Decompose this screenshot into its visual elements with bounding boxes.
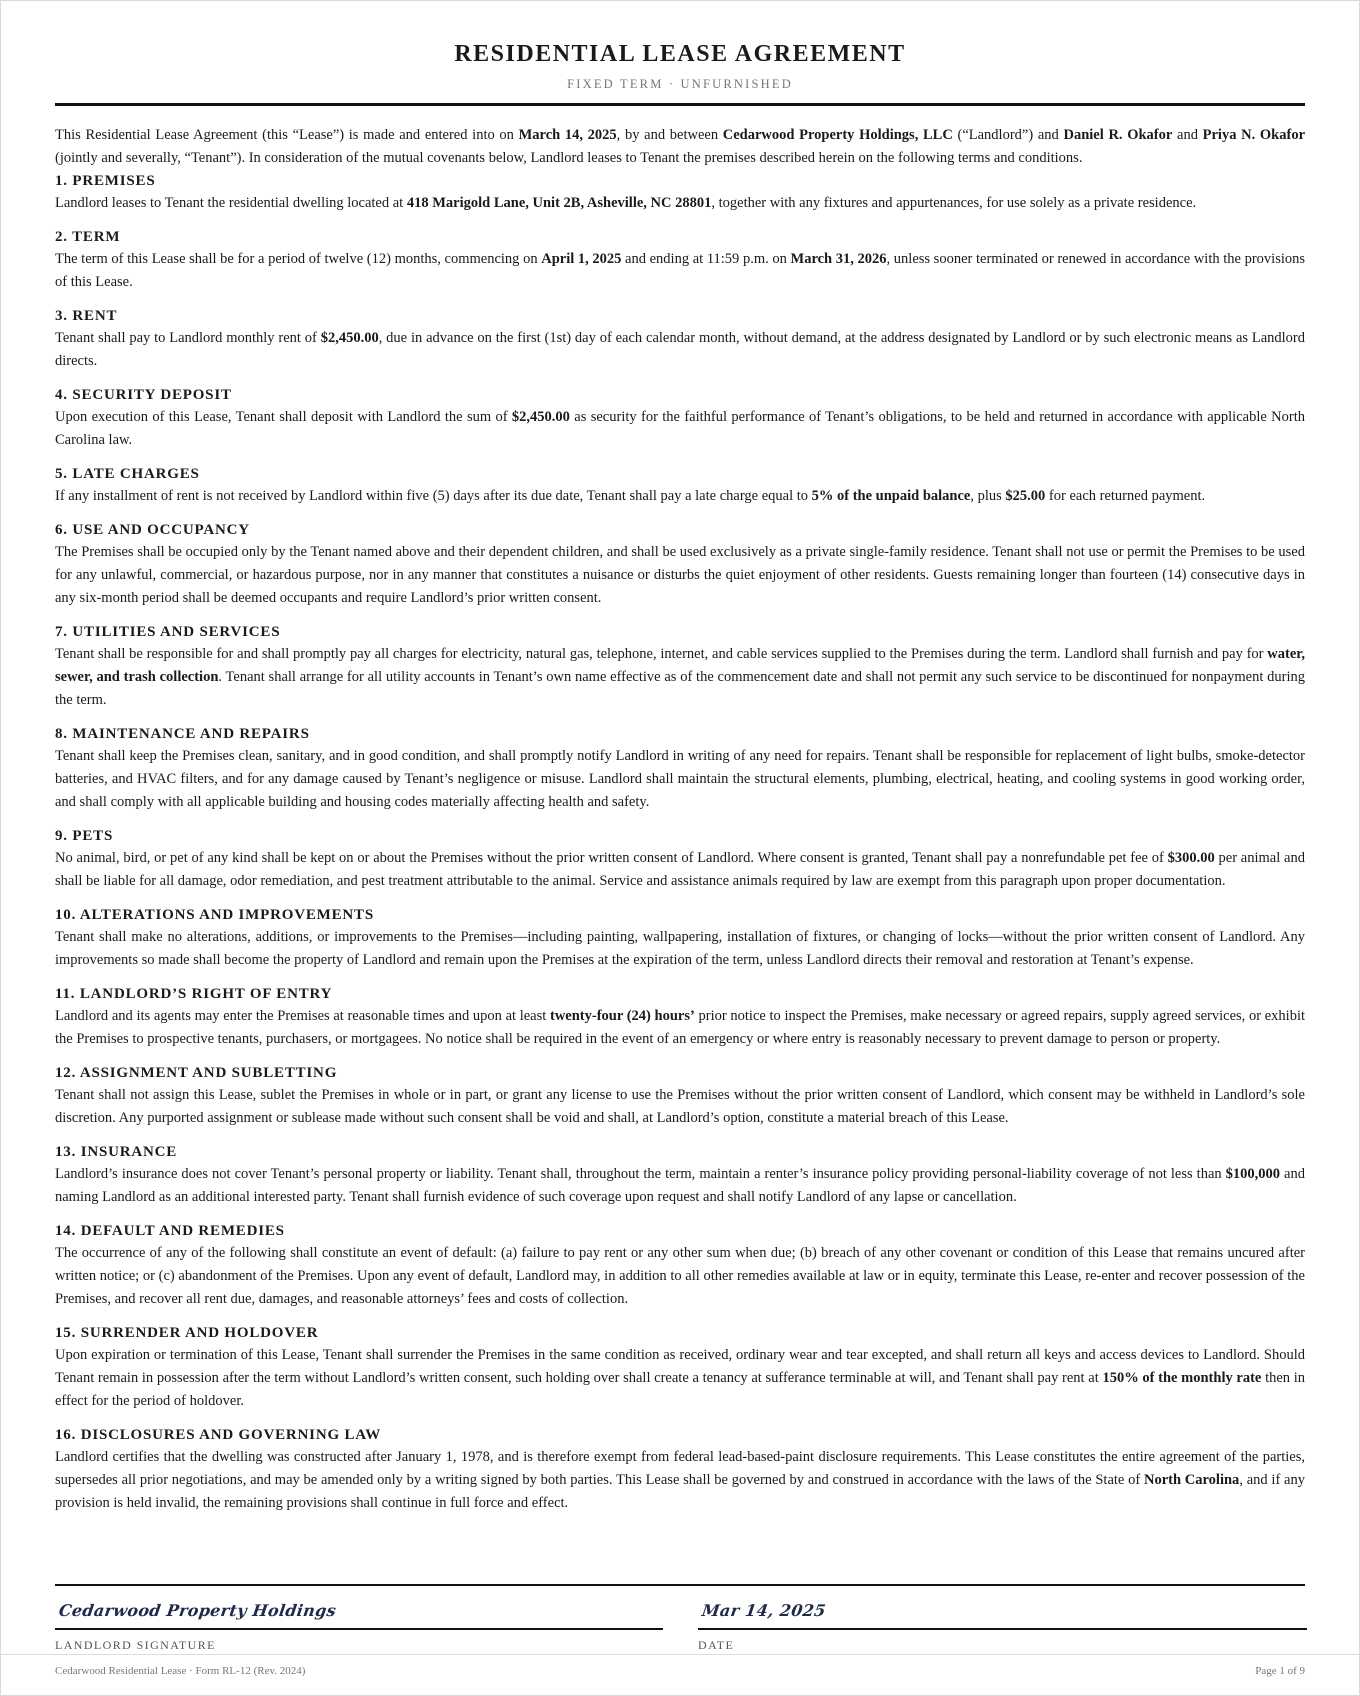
section-body: Upon execution of this Lease, Tenant shall deposit with Landlord the sum of $2,450.00 as security for the faithful performance of Tenant’s obligations, to be held and returned in accordance with applicable North Carolina law. <box>55 409 1305 448</box>
section-heading: 13. INSURANCE <box>55 1144 178 1160</box>
section-body: Landlord’s insurance does not cover Tenant’s personal property or liability. Tenant shall, throughout the term, maintain a renter’s insurance policy providing personal-liability coverage of not less than $100,000 and naming Landlord as an additional interested party. Tenant shall furnish evidence of such coverage upon request and shall notify Landlord of any lapse or cancellation. <box>55 1166 1305 1205</box>
section-body: The Premises shall be occupied only by the Tenant named above and their dependent children, and shall be used exclusively as a private single-family residence. Tenant shall not use or permit the Premises to be used for any unlawful, commercial, or hazardous purpose, nor in any manner that constitutes a nuisance or disturbs the quiet enjoyment of other residents. Guests remaining longer than fourteen (14) consecutive days in any six-month period shall be deemed occupants and require Landlord’s prior written consent. <box>55 544 1305 606</box>
intro-text: (jointly and severally, “Tenant”). In consideration of the mutual covenants below, Landlord leases to Tenant the premises described herein on the following terms and conditions. <box>55 150 1083 166</box>
section-security-deposit <box>55 384 1305 452</box>
section-body: Upon expiration or termination of this Lease, Tenant shall surrender the Premises in the same condition as received, ordinary wear and tear excepted, and shall return all keys and access devices to Landlord. Should Tenant remain in possession after the term without Landlord’s written consent, such holding over shall create a tenancy at sufferance terminable at will, and Tenant shall pay rent at 150% of the monthly rate then in effect for the period of holdover. <box>55 1347 1305 1409</box>
section-body: No animal, bird, or pet of any kind shall be kept on or about the Premises without the prior written consent of Landlord. Where consent is granted, Tenant shall pay a nonrefundable pet fee of $300.00 per animal and shall be liable for all damage, odor remediation, and pest treatment attributable to the animal. Service and assistance animals required by law are exempt from this paragraph upon proper documentation. <box>55 850 1305 889</box>
section-pets <box>55 825 1305 893</box>
lease-body <box>55 124 1305 1515</box>
section-body: Landlord and its agents may enter the Premises at reasonable times and upon at least twenty-four (24) hours’ prior notice to inspect the Premises, make necessary or agreed repairs, supply agreed services, or exhibit the Premises to prospective tenants, purchasers, or mortgagees. No notice shall be required in the event of an emergency or where entry is reasonably necessary to prevent damage to person or property. <box>55 1008 1305 1047</box>
term-start-date: April 1, 2025 <box>541 251 622 267</box>
landlord-name: Cedarwood Property Holdings, LLC <box>722 127 953 143</box>
holdover-rate: 150% of the monthly rate <box>1102 1370 1262 1386</box>
section-body: Landlord certifies that the dwelling was constructed after January 1, 1978, and is therefore exempt from federal lead-based-paint disclosure requirements. This Lease constitutes the entire agreement of the parties, supersedes all prior negotiations, and may be amended only by a writing signed by both parties. This Lease shall be governed by and construed in accordance with the laws of the State of North Carolina, and if any provision is held invalid, the remaining provisions shall continue in full force and effect. <box>55 1449 1305 1511</box>
pet-fee: $300.00 <box>1167 850 1215 866</box>
header-divider <box>55 103 1305 106</box>
page-number: Page 1 of 9 <box>1255 1665 1305 1677</box>
section-use-occupancy <box>55 519 1305 610</box>
form-identifier: Cedarwood Residential Lease · Form RL-12 (Rev. 2024) <box>55 1665 306 1677</box>
section-heading: 9. PETS <box>55 828 114 844</box>
intro-text: and <box>1172 127 1203 143</box>
monthly-rent: $2,450.00 <box>320 330 379 346</box>
section-alterations <box>55 904 1305 972</box>
section-premises <box>55 170 1305 215</box>
section-body: If any installment of rent is not received by Landlord within five (5) days after its due date, Tenant shall pay a late charge equal to 5% of the unpaid balance, plus $25.00 for each returned payment. <box>55 488 1206 504</box>
section-heading: 8. MAINTENANCE AND REPAIRS <box>55 726 310 742</box>
footer-divider <box>1 1654 1359 1655</box>
section-late-charges <box>55 463 1305 508</box>
term-end-date: March 31, 2026 <box>790 251 887 267</box>
intro-text: (“Landlord”) and <box>952 127 1064 143</box>
section-insurance <box>55 1141 1305 1209</box>
section-body: Tenant shall be responsible for and shall promptly pay all charges for electricity, natural gas, telephone, internet, and cable services supplied to the Premises during the term. Landlord shall furnish and pay for water, sewer, and trash collection. Tenant shall arrange for all utility accounts in Tenant’s own name effective as of the commencement date and shall not permit any such service to be discontinued for nonpayment during the term. <box>55 646 1305 708</box>
late-charge-rate: 5% of the unpaid balance <box>811 488 971 504</box>
section-heading: 5. LATE CHARGES <box>55 466 200 482</box>
section-heading: 2. TERM <box>55 229 121 245</box>
section-body: Tenant shall keep the Premises clean, sanitary, and in good condition, and shall promptly notify Landlord in writing of any need for repairs. Tenant shall be responsible for replacement of light bulbs, smoke-detector batteries, and HVAC filters, and for any damage caused by Tenant’s negligence or misuse. Landlord shall maintain the structural elements, plumbing, electrical, heating, and cooling systems in good working order, and shall comply with all applicable building and housing codes materially affecting health and safety. <box>55 748 1305 810</box>
signature-date[interactable]: Mar 14, 2025 <box>700 1601 827 1620</box>
premises-address: 418 Marigold Lane, Unit 2B, Asheville, NC 28801 <box>406 195 712 211</box>
section-assignment <box>55 1062 1305 1130</box>
signature-line <box>55 1628 663 1630</box>
intro-text: , by and between <box>616 127 723 143</box>
section-utilities <box>55 621 1305 712</box>
liability-coverage: $100,000 <box>1225 1166 1281 1182</box>
section-heading: 14. DEFAULT AND REMEDIES <box>55 1223 285 1239</box>
section-right-of-entry <box>55 983 1305 1051</box>
section-heading: 3. RENT <box>55 308 118 324</box>
deposit-amount: $2,450.00 <box>511 409 570 425</box>
section-surrender <box>55 1322 1305 1413</box>
tenant-name: Daniel R. Okafor <box>1063 127 1173 143</box>
section-heading: 11. LANDLORD’S RIGHT OF ENTRY <box>55 986 333 1002</box>
governing-state: North Carolina <box>1143 1472 1240 1488</box>
document-title: RESIDENTIAL LEASE AGREEMENT <box>454 41 906 67</box>
landlord-signature-caption: LANDLORD SIGNATURE <box>55 1638 216 1652</box>
section-rent <box>55 305 1305 373</box>
section-governing-law <box>55 1424 1305 1515</box>
section-term <box>55 226 1305 294</box>
returned-payment-fee: $25.00 <box>1005 488 1046 504</box>
intro-paragraph <box>55 124 1305 170</box>
landlord-signature-block <box>55 1601 663 1653</box>
entry-notice-period: twenty-four (24) hours’ <box>549 1008 695 1024</box>
landlord-utilities: water, sewer, and trash collection <box>55 646 1305 685</box>
section-body: Tenant shall make no alterations, additions, or improvements to the Premises—including painting, wallpapering, installation of fixtures, or changing of locks—without the prior written consent of Landlord. Any improvements so made shall become the property of Landlord and remain upon the Premises at the expiration of the term, unless Landlord directs their removal and restoration at Tenant’s expense. <box>55 929 1305 968</box>
signature-divider <box>55 1584 1305 1586</box>
section-heading: 12. ASSIGNMENT AND SUBLETTING <box>55 1065 338 1081</box>
section-heading: 7. UTILITIES AND SERVICES <box>55 624 281 640</box>
date-signature-block <box>698 1601 1307 1653</box>
landlord-signature[interactable]: Cedarwood Property Holdings <box>57 1601 338 1620</box>
section-maintenance <box>55 723 1305 814</box>
agreement-date: March 14, 2025 <box>518 127 617 143</box>
section-heading: 4. SECURITY DEPOSIT <box>55 387 232 403</box>
intro-text: This Residential Lease Agreement (this “Lease”) is made and entered into on <box>55 127 519 143</box>
section-heading: 10. ALTERATIONS AND IMPROVEMENTS <box>55 907 374 923</box>
section-default <box>55 1220 1305 1311</box>
section-body: Tenant shall pay to Landlord monthly rent of $2,450.00, due in advance on the first (1st) day of each calendar month, without demand, at the address designated by Landlord or by such electronic means as Landlord directs. <box>55 330 1306 369</box>
date-line <box>698 1628 1307 1630</box>
section-body: Landlord leases to Tenant the residential dwelling located at 418 Marigold Lane, Unit 2B, Asheville, NC 28801, together with any fixtures and appurtenances, for use solely as a private residence. <box>55 195 1197 211</box>
section-heading: 16. DISCLOSURES AND GOVERNING LAW <box>55 1427 382 1443</box>
section-heading: 6. USE AND OCCUPANCY <box>55 522 250 538</box>
section-body: The occurrence of any of the following shall constitute an event of default: (a) failure to pay rent or any other sum when due; (b) breach of any other covenant or condition of this Lease that remains uncured after written notice; or (c) abandonment of the Premises. Upon any event of default, Landlord may, in addition to all other remedies available at law or in equity, terminate this Lease, re-enter and recover possession of the Premises, and recover all rent due, damages, and reasonable attorneys’ fees and costs of collection. <box>55 1245 1305 1307</box>
tenant-name: Priya N. Okafor <box>1202 127 1306 143</box>
section-body: The term of this Lease shall be for a period of twelve (12) months, commencing on April 1, 2025 and ending at 11:59 p.m. on March 31, 2026, unless sooner terminated or renewed in accordance with the provisions of this Lease. <box>55 251 1306 290</box>
section-body: Tenant shall not assign this Lease, sublet the Premises in whole or in part, or grant any license to use the Premises without the prior written consent of Landlord, which consent may be withheld in Landlord’s sole discretion. Any purported assignment or sublease made without such consent shall be void and shall, at Landlord’s option, constitute a material breach of this Lease. <box>55 1087 1305 1126</box>
section-heading: 1. PREMISES <box>55 173 156 189</box>
date-caption: DATE <box>698 1638 735 1652</box>
section-heading: 15. SURRENDER AND HOLDOVER <box>55 1325 319 1341</box>
document-subtitle: FIXED TERM · UNFURNISHED <box>567 77 793 91</box>
